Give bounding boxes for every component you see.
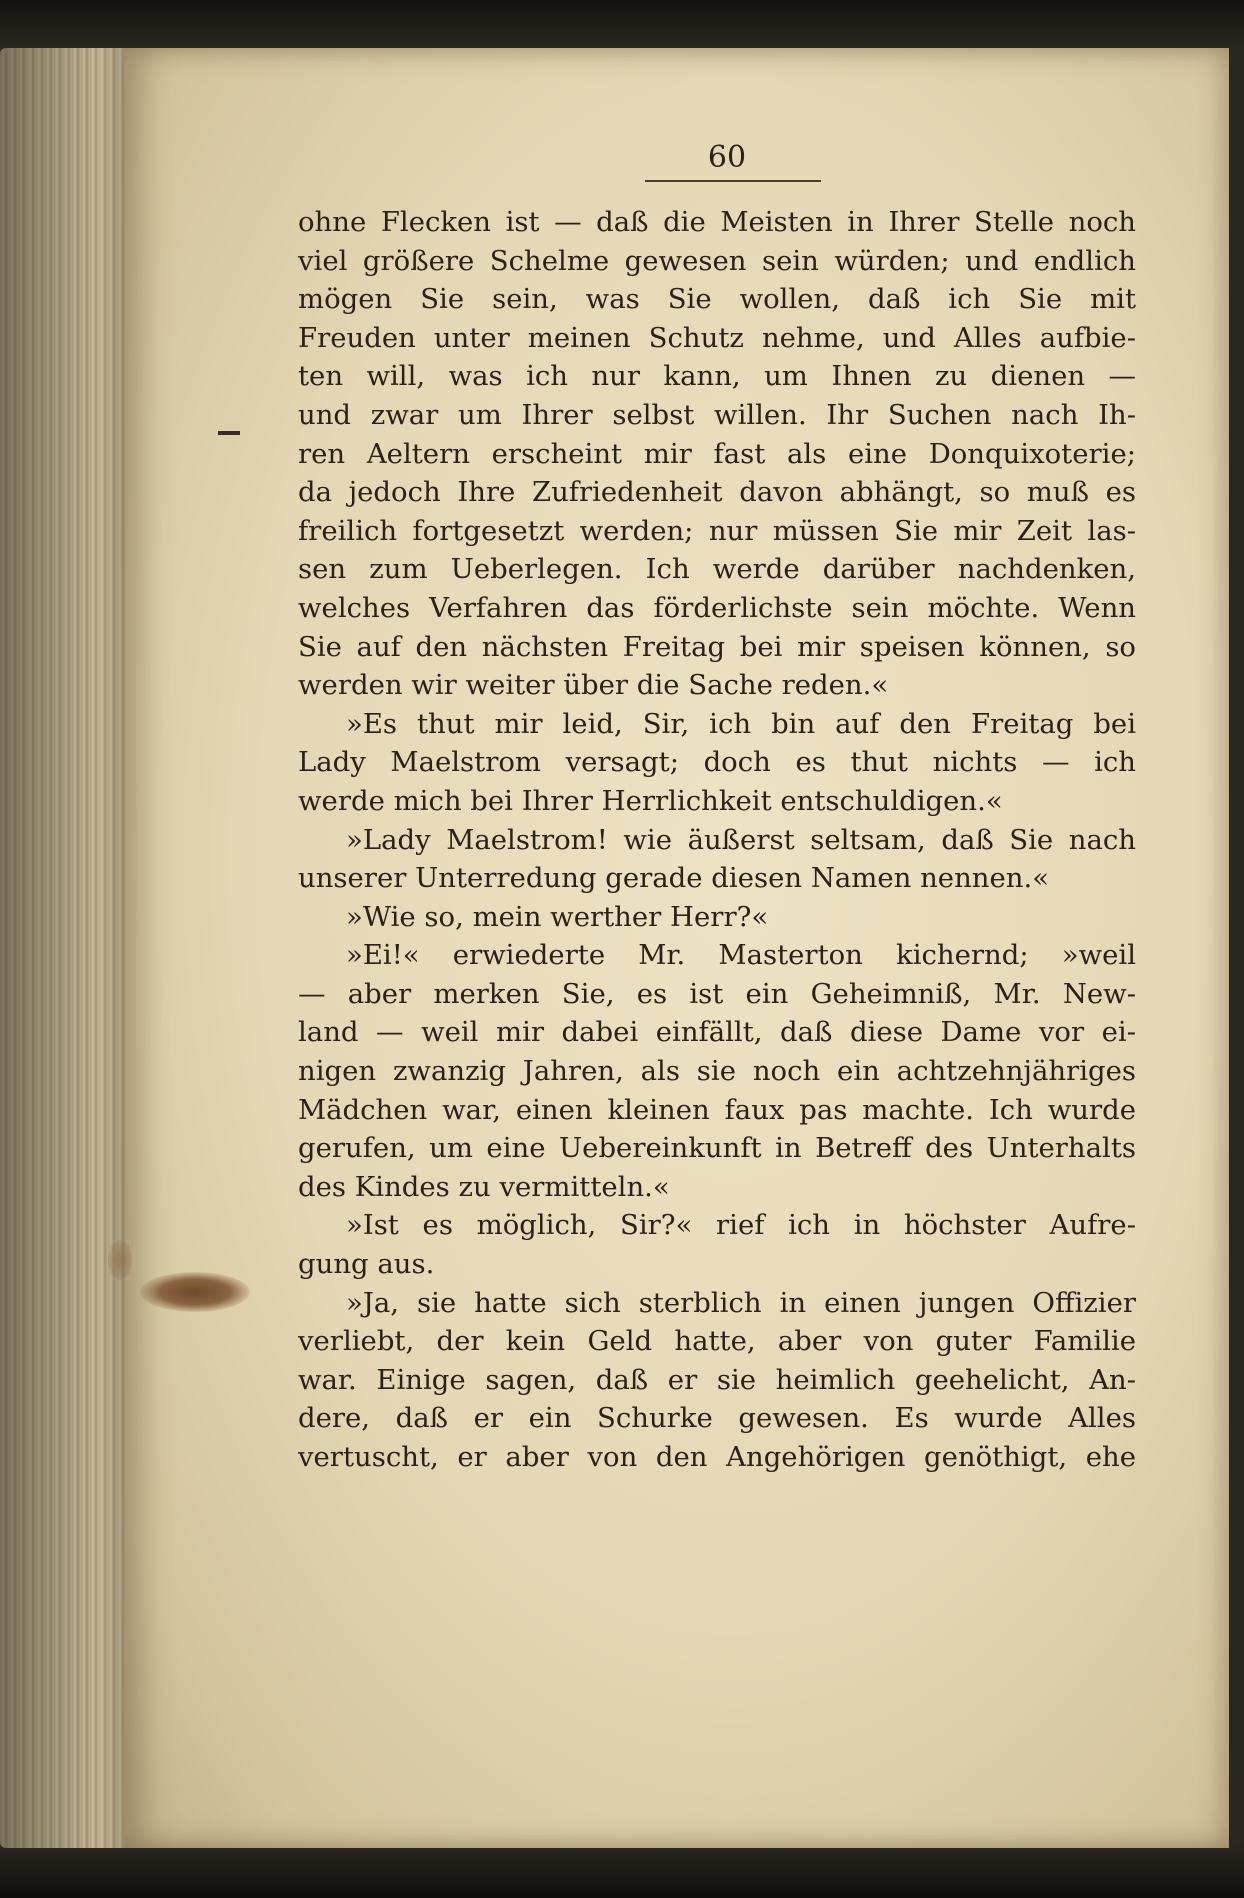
- text-line: und zwar um Ihrer selbst willen. Ihr Suchen nach Ih-: [298, 398, 1136, 431]
- margin-mark: [218, 431, 240, 435]
- text-line: vertuscht, er aber von den Angehörigen genöthigt, ehe: [298, 1441, 1136, 1473]
- text-line: dere, daß er ein Schurke gewesen. Es wurde Alles: [298, 1402, 1136, 1435]
- text-line: land — weil mir dabei einfällt, daß diese Dame vor ei-: [298, 1016, 1136, 1049]
- header-rule: [645, 180, 821, 182]
- text-line: verliebt, der kein Geld hatte, aber von guter Familie: [298, 1325, 1136, 1358]
- book-top-edge: [0, 0, 1244, 48]
- text-line: ten will, was ich nur kann, um Ihnen zu dienen —: [298, 360, 1136, 393]
- text-line: Mädchen war, einen kleinen faux pas machte. Ich wurde: [298, 1093, 1136, 1126]
- paper-stain-small: [108, 1240, 132, 1280]
- text-line: ren Aeltern erscheint mir fast als eine Donquixoterie;: [298, 437, 1136, 470]
- book-bottom-edge: [0, 1842, 1244, 1898]
- paper-stain: [140, 1272, 250, 1312]
- text-line: werde mich bei Ihrer Herrlichkeit entschuldigen.«: [298, 784, 1003, 817]
- text-line: Lady Maelstrom versagt; doch es thut nichts — ich: [298, 746, 1136, 779]
- text-line: — aber merken Sie, es ist ein Geheimniß, Mr. New-: [298, 977, 1136, 1010]
- text-line: »Lady Maelstrom! wie äußerst seltsam, daß Sie nach: [346, 823, 1136, 856]
- text-line: nigen zwanzig Jahren, als sie noch ein achtzehnjähriges: [298, 1055, 1136, 1088]
- text-line: »Ja, sie hatte sich sterblich in einen jungen Offizier: [346, 1286, 1136, 1319]
- text-line: war. Einige sagen, daß er sie heimlich geehelicht, An-: [298, 1363, 1136, 1396]
- text-line: Freuden unter meinen Schutz nehme, und Alles aufbie-: [298, 321, 1136, 354]
- text-line: mögen Sie sein, was Sie wollen, daß ich Sie mit: [298, 283, 1136, 316]
- body-text: [298, 203, 1136, 1477]
- text-line: »Es thut mir leid, Sir, ich bin auf den Freitag bei: [346, 707, 1136, 740]
- text-line: unserer Unterredung gerade diesen Namen nennen.«: [298, 862, 1050, 895]
- text-line: da jedoch Ihre Zufriedenheit davon abhängt, so muß es: [298, 476, 1136, 509]
- text-line: »Wie so, mein werther Herr?«: [346, 900, 769, 933]
- text-line: sen zum Ueberlegen. Ich werde darüber nachdenken,: [298, 553, 1136, 586]
- text-line: gung aus.: [298, 1248, 435, 1281]
- page-number: 60: [707, 140, 747, 175]
- text-line: werden wir weiter über die Sache reden.«: [298, 669, 889, 702]
- page-stack-shadow: [0, 48, 140, 1848]
- text-line: gerufen, um eine Uebereinkunft in Betreff des Unterhalts: [298, 1132, 1136, 1165]
- text-line: welches Verfahren das förderlichste sein möchte. Wenn: [298, 591, 1136, 624]
- text-line: »Ist es möglich, Sir?« rief ich in höchster Aufre-: [346, 1209, 1136, 1242]
- text-line: viel größere Schelme gewesen sein würden; und endlich: [298, 244, 1136, 277]
- text-line: freilich fortgesetzt werden; nur müssen Sie mir Zeit las-: [298, 514, 1136, 547]
- text-line: des Kindes zu vermitteln.«: [298, 1170, 670, 1203]
- text-line: ohne Flecken ist — daß die Meisten in Ihrer Stelle noch: [298, 206, 1136, 238]
- text-line: »Ei!« erwiederte Mr. Masterton kichernd; »weil: [346, 939, 1136, 972]
- text-line: Sie auf den nächsten Freitag bei mir speisen können, so: [298, 630, 1136, 663]
